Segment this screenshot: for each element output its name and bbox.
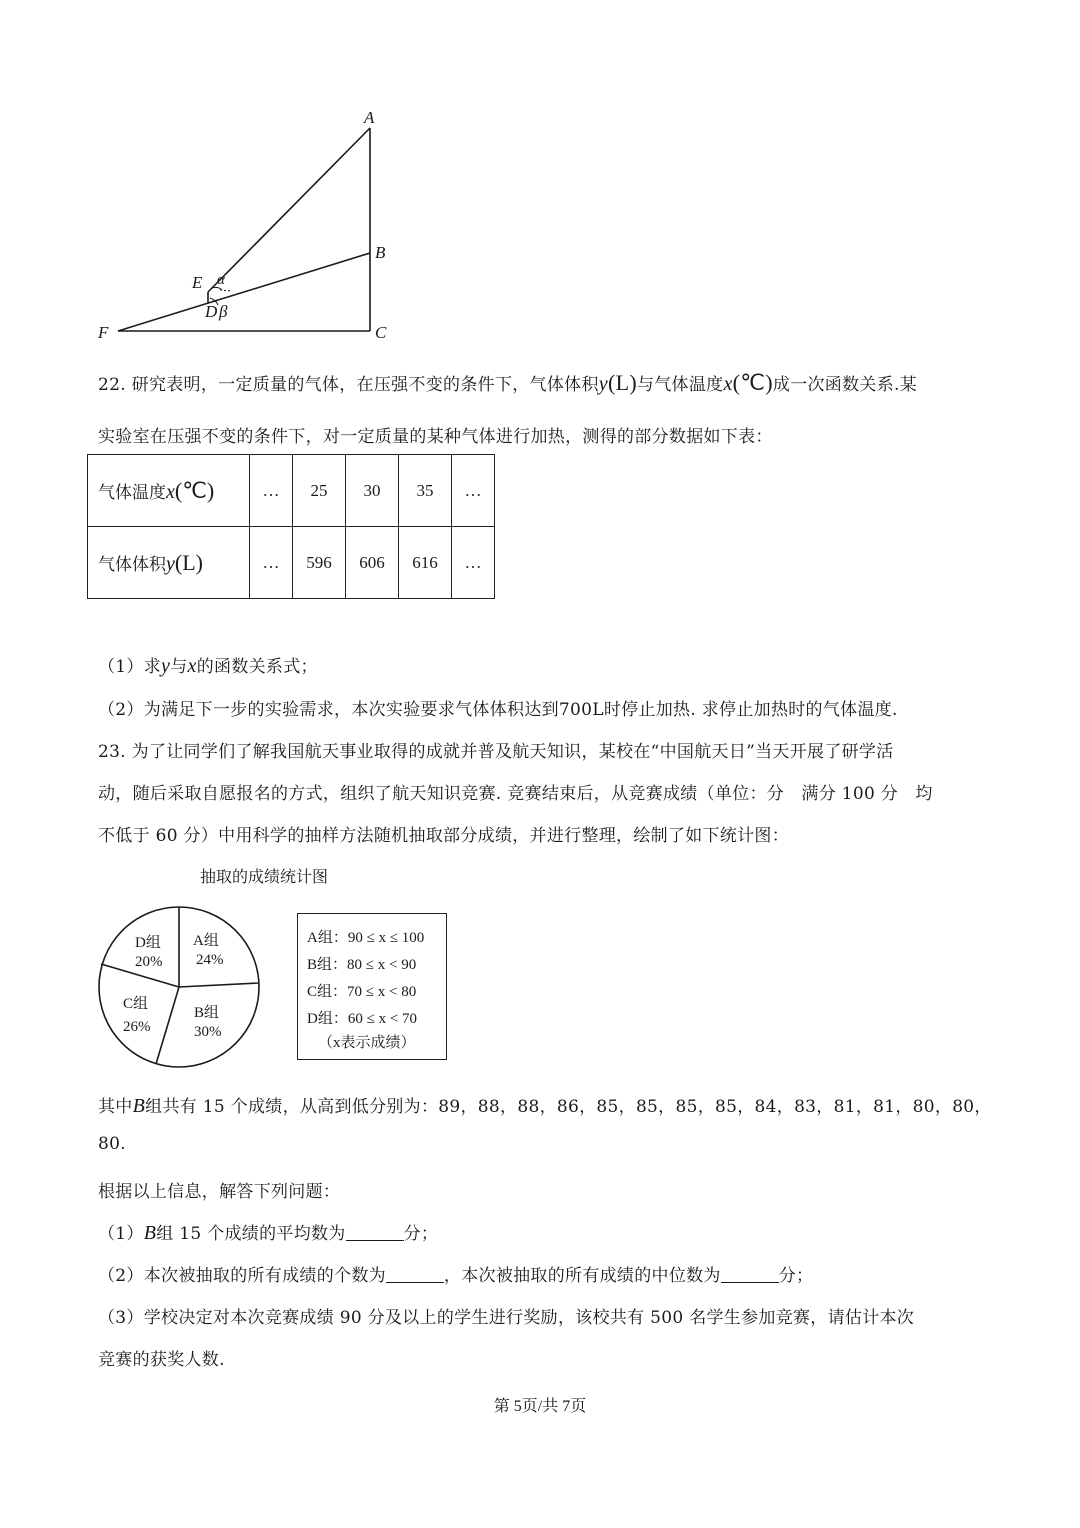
table-cell: 606 [346,527,399,599]
pie-label-c: C组 26% [123,996,151,1035]
table-cell: 616 [399,527,452,599]
chart-legend [297,913,447,1060]
q23-sub1: （1）B组 15 个成绩的平均数为 分； [98,1222,439,1244]
table-cell: 25 [293,455,346,527]
pie-label-a: A组 24% [193,933,224,968]
q23-prompt: 根据以上信息，解答下列问题： [98,1182,341,1202]
table-cell: … [250,527,293,599]
q22-line2: 实验室在压强不变的条件下，对一定质量的某种气体进行加热，测得的部分数据如下表： [98,427,773,447]
page-footer: 第 5页/共 7页 [493,1398,587,1415]
row-header-temperature: 气体温度x(℃) [88,455,250,527]
table-row [88,455,495,527]
point-d-label: D [205,302,218,321]
point-f-label: F [98,323,109,342]
angle-alpha-label: α [217,272,225,288]
b-scores-end: 80. [98,1134,126,1154]
b-scores-line: 其中B组共有 15 个成绩，从高到低分别为：89，88，88，86，85，85，85，85，84，83，81，81，80，80， [98,1095,992,1117]
var-y: y [598,373,608,395]
answer-blank-median[interactable] [721,1266,779,1283]
unit-liter: (L) [607,370,637,395]
q23-sub3-line1: （3）学校决定对本次竞赛成绩 90 分及以上的学生进行奖励，该校共有 500 名学生参加竞赛，请估计本次 [98,1308,915,1328]
legend-item: C组：70 ≤ x < 80 [307,984,417,1000]
triangle-figure [90,100,410,350]
answer-blank-count[interactable] [386,1266,444,1283]
unit-celsius: (℃) [732,370,773,395]
answer-blank-mean[interactable] [346,1224,404,1241]
q22-text-c: 成一次函数关系.某 [772,375,918,395]
legend-item: B组：80 ≤ x < 90 [307,957,417,973]
chart-title: 抽取的成绩统计图 [200,867,329,886]
q23-line2: 动，随后采取自愿报名的方式，组织了航天知识竞赛. 竞赛结束后，从竞赛成绩（单位：分 满分 100 分 均 [98,784,933,804]
q23-sub2: （2）本次被抽取的所有成绩的个数为 ，本次被抽取的所有成绩的中位数为 分； [98,1266,814,1286]
point-e-label: E [192,273,203,292]
legend-item: D组：60 ≤ x < 70 [307,1011,418,1027]
q22-number: 22. [98,375,126,395]
q22-line1 [98,370,917,396]
data-table [87,454,495,599]
q22-text-b: 与气体温度 [636,375,724,395]
q23-line1: 23. 为了让同学们了解我国航天事业取得的成就并普及航天知识，某校在“中国航天日”当天开展了研学活 [98,742,894,762]
q23-line3: 不低于 60 分）中用科学的抽样方法随机抽取部分成绩，并进行整理，绘制了如下统计图： [98,826,790,846]
legend-note: （x表示成绩） [318,1035,416,1051]
table-cell: … [452,455,495,527]
var-x: x [723,373,733,395]
table-cell: … [452,527,495,599]
point-b-label: B [375,243,386,262]
table-row [88,527,495,599]
q22-sub2: （2）为满足下一步的实验需求，本次实验要求气体体积达到700L时停止加热. 求停止加热时的气体温度. [98,700,898,720]
q22-sub1: （1）求y与x的函数关系式； [98,655,318,677]
point-c-label: C [375,323,387,342]
angle-beta-label: β [219,302,228,321]
row-header-volume: 气体体积y(L) [88,527,250,599]
pie-chart [96,906,262,1068]
table-cell: 30 [346,455,399,527]
table-cell: 596 [293,527,346,599]
point-a-label: A [364,108,375,127]
table-cell: 35 [399,455,452,527]
legend-item: A组：90 ≤ x ≤ 100 [307,930,425,946]
table-cell: … [250,455,293,527]
q22-text-a: 研究表明，一定质量的气体，在压强不变的条件下，气体体积 [131,375,599,395]
pie-label-b: B组 30% [194,1005,222,1040]
q23-sub3-line2: 竞赛的获奖人数. [98,1350,225,1370]
pie-label-d: D组 20% [135,935,163,970]
